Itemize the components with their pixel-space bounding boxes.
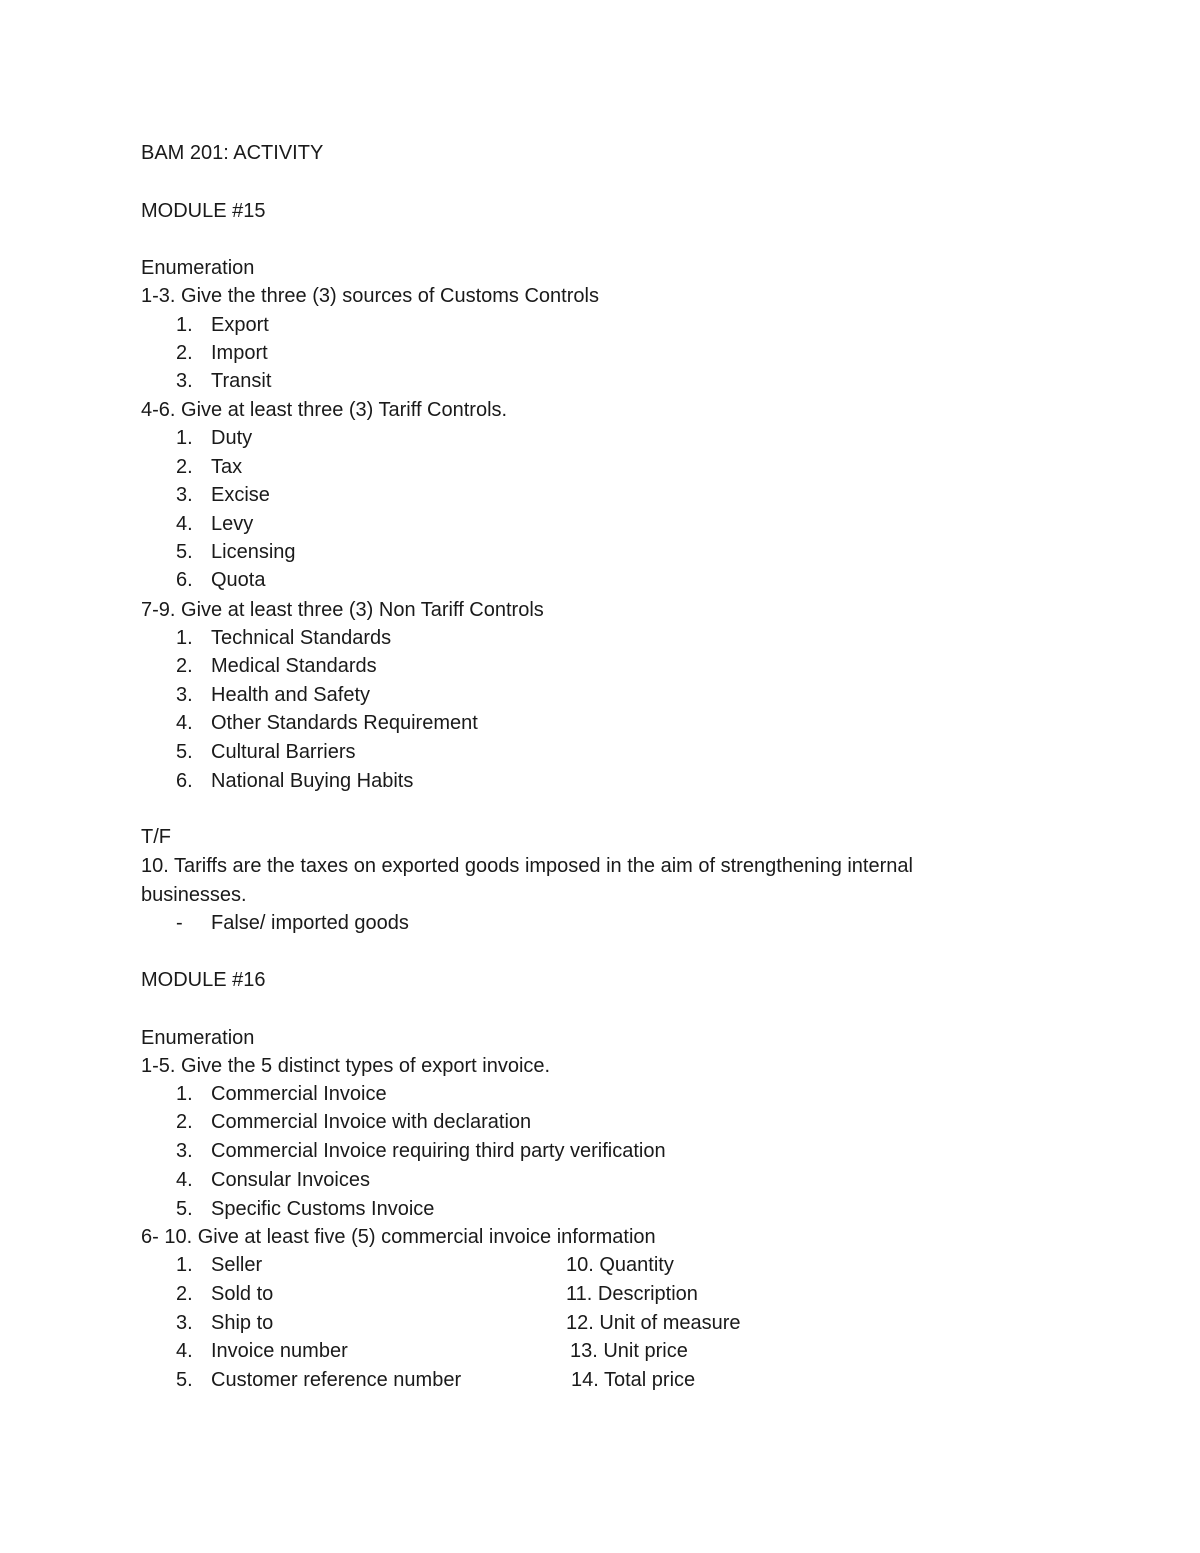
list-item <box>176 624 391 652</box>
list-text: Transit <box>211 370 272 392</box>
section-heading: Enumeration <box>141 1027 255 1049</box>
list-text: Technical Standards <box>211 627 392 649</box>
list-text: False/ imported goods <box>211 912 409 934</box>
list-number: 4. <box>176 1340 193 1362</box>
list-item <box>176 767 413 795</box>
list-item <box>176 424 252 452</box>
list-text: Duty <box>211 427 253 449</box>
list-number: 1. <box>176 1254 193 1276</box>
list-number: 1. <box>176 1083 193 1105</box>
list-item <box>176 311 269 339</box>
list-number: 4. <box>176 1169 193 1191</box>
list-item <box>176 1137 666 1165</box>
list-item <box>176 1280 273 1308</box>
list-number: 5. <box>176 1369 193 1391</box>
list-number: 2. <box>176 342 193 364</box>
bullet: - <box>176 912 183 934</box>
list-text: Import <box>211 342 268 364</box>
list-number: 3. <box>176 684 193 706</box>
module-heading: MODULE #15 <box>141 200 266 222</box>
list-number: 5. <box>176 1198 193 1220</box>
list-number: 6. <box>176 770 193 792</box>
list-item <box>176 510 253 538</box>
list-text: National Buying Habits <box>211 770 414 792</box>
section-heading: Enumeration <box>141 257 255 279</box>
list-number: 2. <box>176 655 193 677</box>
list-item <box>176 652 377 680</box>
list-number: 4. <box>176 513 193 535</box>
list-text: Specific Customs Invoice <box>211 1198 435 1220</box>
list-item <box>176 1166 370 1194</box>
list-item: 13. Unit price <box>570 1340 688 1362</box>
list-text: Excise <box>211 484 270 506</box>
list-item <box>176 1309 273 1337</box>
list-item <box>176 566 265 594</box>
list-number: 3. <box>176 1312 193 1334</box>
list-text: Consular Invoices <box>211 1169 370 1191</box>
question: 1-3. Give the three (3) sources of Customs Controls <box>141 285 599 307</box>
list-text: Health and Safety <box>211 684 370 706</box>
list-number: 2. <box>176 456 193 478</box>
list-text: Commercial Invoice requiring third party verification <box>211 1140 666 1162</box>
list-item <box>176 1080 387 1108</box>
question: 1-5. Give the 5 distinct types of export invoice. <box>141 1055 551 1077</box>
list-number: 3. <box>176 370 193 392</box>
question: 4-6. Give at least three (3) Tariff Controls. <box>141 399 508 421</box>
list-number: 6. <box>176 569 193 591</box>
list-text: Tax <box>211 456 243 478</box>
list-number: 5. <box>176 541 193 563</box>
list-item <box>176 709 478 737</box>
list-item <box>176 681 370 709</box>
list-text: Sold to <box>211 1283 274 1305</box>
list-item: 14. Total price <box>571 1369 696 1391</box>
list-text: Customer reference number <box>211 1369 462 1391</box>
list-item: 11. Description <box>566 1283 698 1305</box>
list-item <box>176 481 270 509</box>
question-continuation: businesses. <box>141 884 247 906</box>
list-text: Levy <box>211 513 254 535</box>
list-item <box>176 538 296 566</box>
question: 7-9. Give at least three (3) Non Tariff Controls <box>141 599 544 621</box>
list-text: Licensing <box>211 541 296 563</box>
list-text: Export <box>211 314 269 336</box>
list-text: Other Standards Requirement <box>211 712 478 734</box>
list-text: Invoice number <box>211 1340 348 1362</box>
list-text: Seller <box>211 1254 263 1276</box>
list-text: Commercial Invoice with declaration <box>211 1111 532 1133</box>
list-item <box>176 1337 348 1365</box>
list-item <box>176 738 355 766</box>
list-item <box>176 367 271 395</box>
list-item <box>176 1108 531 1136</box>
list-number: 1. <box>176 314 193 336</box>
list-text: Ship to <box>211 1312 274 1334</box>
list-item <box>176 909 409 937</box>
list-item <box>176 1366 461 1394</box>
list-number: 3. <box>176 1140 193 1162</box>
list-text: Cultural Barriers <box>211 741 356 763</box>
module-heading: MODULE #16 <box>141 969 266 991</box>
list-item <box>176 1195 434 1223</box>
list-item: 10. Quantity <box>566 1254 674 1276</box>
document-title: BAM 201: ACTIVITY <box>141 142 324 164</box>
list-item <box>176 339 268 367</box>
list-number: 2. <box>176 1111 193 1133</box>
list-number: 3. <box>176 484 193 506</box>
list-item: 12. Unit of measure <box>566 1312 741 1334</box>
list-item <box>176 453 242 481</box>
list-text: Quota <box>211 569 266 591</box>
list-text: Medical Standards <box>211 655 377 677</box>
list-number: 4. <box>176 712 193 734</box>
list-number: 1. <box>176 427 193 449</box>
list-number: 5. <box>176 741 193 763</box>
list-item <box>176 1251 262 1279</box>
list-number: 1. <box>176 627 193 649</box>
question: 6- 10. Give at least five (5) commercial invoice information <box>141 1226 656 1248</box>
list-number: 2. <box>176 1283 193 1305</box>
section-heading: T/F <box>141 826 171 848</box>
question: 10. Tariffs are the taxes on exported goods imposed in the aim of strengthening internal <box>141 855 913 877</box>
list-text: Commercial Invoice <box>211 1083 387 1105</box>
